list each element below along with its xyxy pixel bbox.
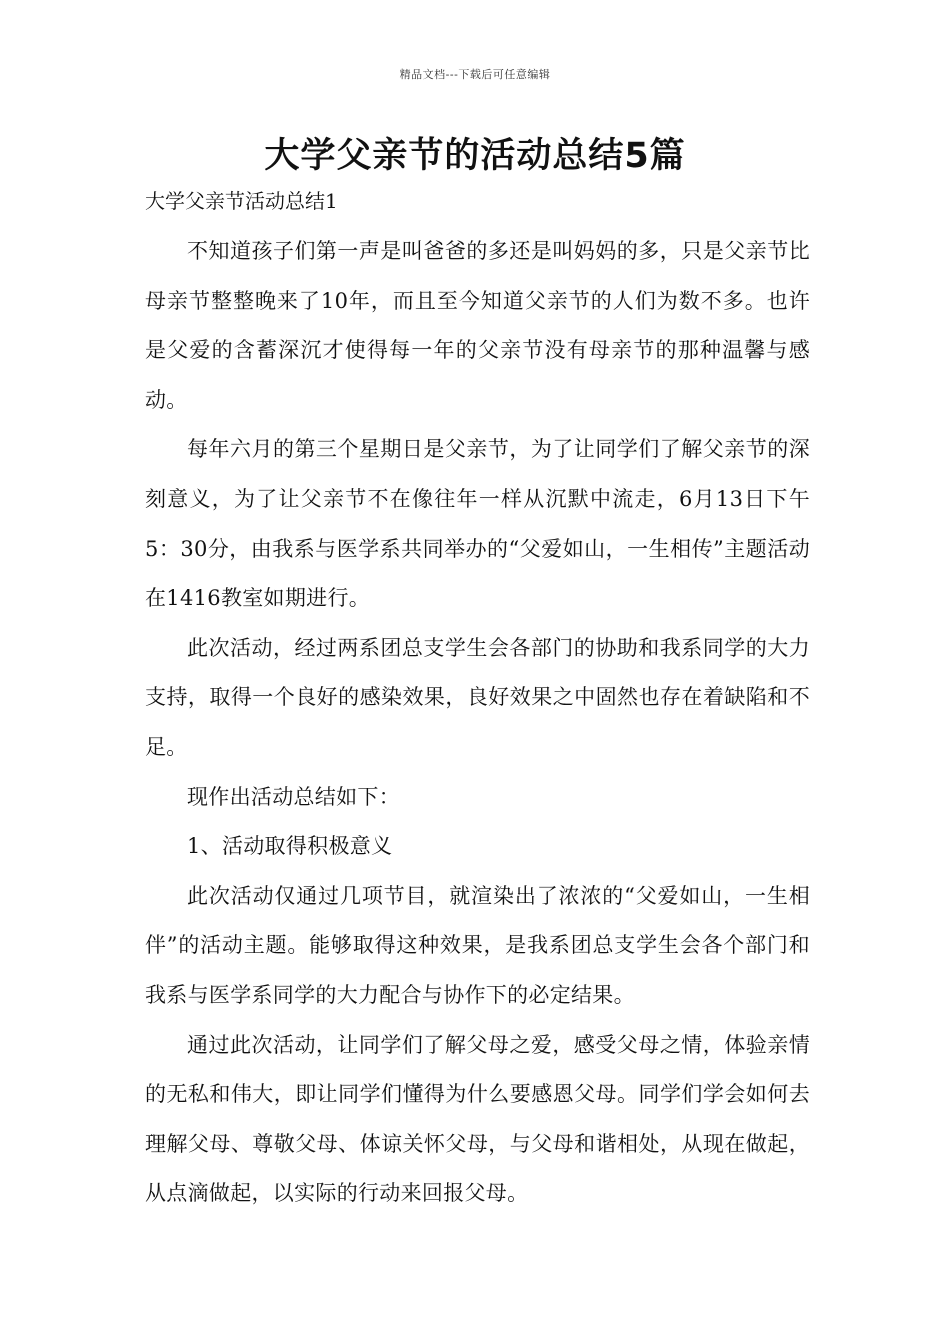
header-note: 精品文档---下载后可任意编辑 [399,68,551,81]
document-body [145,227,810,1219]
paragraph: 每年六月的第三个星期日是父亲节，为了让同学们了解父亲节的深刻意义，为了让父亲节不在像往年一样从沉默中流走，6月13日下午5：30分，由我系与医学系共同举办的“父爱如山，一生相传”主题活动在1416教室如期进行。 [145,437,810,611]
document-title: 大学父亲节的活动总结5篇 [264,136,686,176]
section-title: 大学父亲节活动总结1 [145,189,338,213]
paragraph: 不知道孩子们第一声是叫爸爸的多还是叫妈妈的多，只是父亲节比母亲节整整晚来了10年，而且至今知道父亲节的人们为数不多。也许是父爱的含蓄深沉才使得每一年的父亲节没有母亲节的那种温馨与感动。 [145,239,810,412]
paragraph: 现作出活动总结如下： [187,784,400,809]
paragraph: 通过此次活动，让同学们了解父母之爱，感受父母之情，体验亲情的无私和伟大，即让同学们懂得为什么要感恩父母。同学们学会如何去理解父母、尊敬父母、体谅关怀父母，与父母和谐相处，从现在做起，从点滴做起，以实际的行动来回报父母。 [145,1032,810,1206]
section-heading: 1、活动取得积极意义 [187,834,393,859]
paragraph: 此次活动，经过两系团总支学生会各部门的协助和我系同学的大力支持，取得一个良好的感染效果，良好效果之中固然也存在着缺陷和不足。 [145,635,810,759]
paragraph: 此次活动仅通过几项节目，就渲染出了浓浓的“父爱如山，一生相伴”的活动主题。能够取得这种效果，是我系团总支学生会各个部门和我系与医学系同学的大力配合与协作下的必定结果。 [145,883,810,1007]
